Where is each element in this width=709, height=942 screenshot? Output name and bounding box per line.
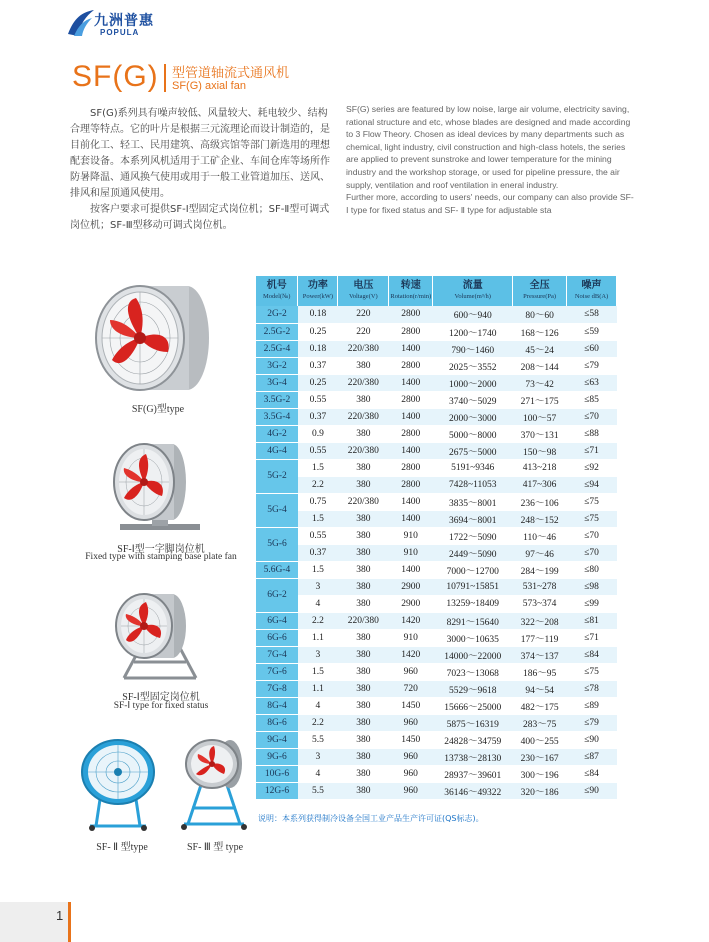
table-cell: 3000～10635 [433, 629, 513, 646]
table-row [256, 527, 617, 544]
column-header-en: Voltage(V) [348, 293, 378, 300]
table-cell: 1722～5090 [433, 527, 513, 544]
model-cell: 4G-2 [256, 425, 298, 442]
table-row [256, 578, 617, 595]
intro-cn-paragraph-1: SF(G)系列具有噪声较低、风量较大、耗电较少、结构合理等特点。它的叶片是根据三元流理论而设计制造的，是目前化工、轻工、民用建筑、高级宾馆等部门新选用的理想配套设备。本系列风机适用于工矿企业、车间仓库等场所作防暑降温、通风换气使用或用于一般工业管道加压、送风、排风和屋顶通风使用。 [70, 108, 330, 199]
intro-text-en [346, 103, 636, 216]
table-cell: 380 [338, 629, 389, 646]
column-header [513, 276, 567, 306]
page-subtitle-en: SF(G) axial fan [172, 80, 246, 92]
table-cell: 0.37 [298, 544, 338, 561]
table-cell: 380 [338, 782, 389, 799]
table-cell: 380 [338, 425, 389, 442]
table-cell: ≤75 [567, 510, 617, 527]
table-cell: 2800 [389, 357, 433, 374]
table-cell: 380 [338, 510, 389, 527]
table-row [256, 459, 617, 476]
table-cell: 1.5 [298, 561, 338, 578]
table-cell: 2800 [389, 306, 433, 323]
table-cell: ≤80 [567, 561, 617, 578]
table-cell: ≤75 [567, 663, 617, 680]
table-cell: 220/380 [338, 442, 389, 459]
table-cell: 300～196 [513, 765, 567, 782]
table-cell: 220/380 [338, 374, 389, 391]
table-cell: 7428~11053 [433, 476, 513, 493]
column-header [567, 276, 617, 306]
table-cell: 380 [338, 731, 389, 748]
table-cell: 220 [338, 306, 389, 323]
table-row [256, 663, 617, 680]
table-row [256, 680, 617, 697]
table-cell: 4 [298, 697, 338, 714]
model-cell: 9G-4 [256, 731, 298, 748]
page-subtitle-cn: 型管道轴流式通风机 [172, 66, 290, 81]
caption-sf3: SF- Ⅲ 型 type [186, 842, 244, 853]
table-row [256, 493, 617, 510]
intro-cn-paragraph-2: 按客户要求可提供SF-Ⅰ型固定式岗位机；SF-Ⅱ型可调式岗位机；SF-Ⅲ型移动可调式岗位机。 [70, 204, 330, 231]
spec-table [256, 276, 617, 800]
table-cell: ≤58 [567, 306, 617, 323]
table-cell: 2.2 [298, 476, 338, 493]
table-cell: 482～175 [513, 697, 567, 714]
table-row [256, 646, 617, 663]
table-cell: ≤63 [567, 374, 617, 391]
table-cell: 220 [338, 323, 389, 340]
table-cell: 720 [389, 680, 433, 697]
table-cell: ≤90 [567, 731, 617, 748]
spec-table-header-row [256, 276, 617, 306]
table-cell: 1420 [389, 646, 433, 663]
column-header-cn: 流量 [462, 280, 483, 291]
table-cell: 168～126 [513, 323, 567, 340]
sfg-duct-fan-image [92, 280, 222, 395]
model-cell: 6G-4 [256, 612, 298, 629]
table-cell: 0.37 [298, 408, 338, 425]
table-row [256, 612, 617, 629]
column-header-en: Volume(m³/h) [454, 293, 491, 300]
table-cell: 0.25 [298, 323, 338, 340]
table-cell: 2.2 [298, 612, 338, 629]
table-cell: 413~218 [513, 459, 567, 476]
table-cell: ≤84 [567, 765, 617, 782]
caption-sf1-baseplate-cn: SF-Ⅰ型一字脚岗位机 [117, 544, 205, 555]
table-cell: 1400 [389, 374, 433, 391]
table-cell: 45～24 [513, 340, 567, 357]
page-number: 1 [56, 908, 64, 923]
brand-name-cn: 九洲普惠 [94, 13, 154, 29]
table-row [256, 323, 617, 340]
table-cell: 380 [338, 561, 389, 578]
model-cell: 4G-4 [256, 442, 298, 459]
table-cell: 2900 [389, 595, 433, 612]
table-cell: 1450 [389, 697, 433, 714]
table-cell: 5.5 [298, 782, 338, 799]
table-cell: 960 [389, 748, 433, 765]
table-cell: 3740～5029 [433, 391, 513, 408]
table-cell: 220/380 [338, 493, 389, 510]
table-cell: ≤79 [567, 357, 617, 374]
table-cell: 910 [389, 629, 433, 646]
table-cell: 320～186 [513, 782, 567, 799]
table-row [256, 629, 617, 646]
table-cell: 380 [338, 765, 389, 782]
model-cell: 8G-4 [256, 697, 298, 714]
table-cell: 3835～8001 [433, 493, 513, 510]
table-cell: 2900 [389, 578, 433, 595]
table-cell: 80～60 [513, 306, 567, 323]
table-cell: 374～137 [513, 646, 567, 663]
table-cell: ≤90 [567, 782, 617, 799]
table-cell: 0.25 [298, 374, 338, 391]
table-cell: 0.75 [298, 493, 338, 510]
table-cell: ≤79 [567, 714, 617, 731]
table-cell: 370～131 [513, 425, 567, 442]
table-cell: 186～95 [513, 663, 567, 680]
table-row [256, 408, 617, 425]
table-cell: 283～75 [513, 714, 567, 731]
table-cell: 73～42 [513, 374, 567, 391]
table-row [256, 782, 617, 799]
sf3-mobile-fan-image [172, 736, 256, 832]
model-cell: 12G-6 [256, 782, 298, 799]
table-cell: 1400 [389, 561, 433, 578]
caption-sf1-fixed-en: SF-Ⅰ type for fixed status [113, 701, 209, 711]
table-cell: 531~278 [513, 578, 567, 595]
table-cell: 13259~18409 [433, 595, 513, 612]
table-row [256, 357, 617, 374]
column-header-en: Rotation(r/min) [390, 293, 432, 300]
caption-sf1-fixed-cn: SF-Ⅰ型固定岗位机 [122, 692, 200, 703]
table-row [256, 306, 617, 323]
column-header-en: Model(№) [262, 293, 291, 300]
table-cell: 220/380 [338, 612, 389, 629]
table-cell: 28937～39601 [433, 765, 513, 782]
column-header-cn: 机号 [266, 280, 287, 291]
table-cell: 110～46 [513, 527, 567, 544]
table-cell: 380 [338, 646, 389, 663]
table-cell: ≤59 [567, 323, 617, 340]
column-header [256, 276, 298, 306]
table-cell: ≤71 [567, 629, 617, 646]
table-cell: 2800 [389, 459, 433, 476]
table-cell: ≤81 [567, 612, 617, 629]
table-cell: 380 [338, 697, 389, 714]
table-cell: 5.5 [298, 731, 338, 748]
table-cell: 0.37 [298, 357, 338, 374]
model-cell: 7G-4 [256, 646, 298, 663]
table-row [256, 340, 617, 357]
table-cell: 380 [338, 578, 389, 595]
table-cell: 1.1 [298, 629, 338, 646]
table-cell: 284～199 [513, 561, 567, 578]
table-cell: 417~306 [513, 476, 567, 493]
table-cell: 2800 [389, 476, 433, 493]
table-cell: 236～106 [513, 493, 567, 510]
table-cell: 0.18 [298, 340, 338, 357]
table-cell: 1.5 [298, 510, 338, 527]
caption-sf2: SF- Ⅱ 型type [96, 842, 148, 853]
table-cell: ≤75 [567, 493, 617, 510]
table-cell: 380 [338, 391, 389, 408]
table-cell: 0.55 [298, 442, 338, 459]
table-row [256, 374, 617, 391]
table-cell: 177～119 [513, 629, 567, 646]
table-cell: 910 [389, 527, 433, 544]
table-cell: 1.1 [298, 680, 338, 697]
table-cell: ≤78 [567, 680, 617, 697]
table-cell: 1400 [389, 510, 433, 527]
intro-text-cn [70, 106, 332, 234]
table-cell: ≤99 [567, 595, 617, 612]
caption-sf1-baseplate-en: Fixed type with stamping base plate fan [85, 552, 237, 562]
column-header [389, 276, 433, 306]
table-cell: 380 [338, 544, 389, 561]
table-cell: 380 [338, 663, 389, 680]
table-cell: 910 [389, 544, 433, 561]
table-cell: 380 [338, 357, 389, 374]
table-cell: ≤84 [567, 646, 617, 663]
model-cell: 10G-6 [256, 765, 298, 782]
table-cell: ≤89 [567, 697, 617, 714]
spec-table-body [256, 306, 617, 799]
logo-mark-icon [66, 8, 96, 38]
table-cell: 8291～15640 [433, 612, 513, 629]
table-cell: 13738～28130 [433, 748, 513, 765]
sf1-baseplate-fan-image [110, 440, 210, 535]
model-cell: 3G-4 [256, 374, 298, 391]
table-cell: ≤71 [567, 442, 617, 459]
model-cell: 5G-2 [256, 459, 298, 493]
column-header-en: Noise dB(A) [574, 293, 609, 300]
table-cell: 1450 [389, 731, 433, 748]
table-cell: 15666～25000 [433, 697, 513, 714]
table-cell: 1400 [389, 340, 433, 357]
table-row [256, 476, 617, 493]
table-cell: 5000～8000 [433, 425, 513, 442]
table-row [256, 595, 617, 612]
table-cell: 0.55 [298, 527, 338, 544]
table-cell: 24828～34759 [433, 731, 513, 748]
table-cell: 7023～13068 [433, 663, 513, 680]
table-cell: 0.18 [298, 306, 338, 323]
table-cell: 150～98 [513, 442, 567, 459]
table-cell: 600～940 [433, 306, 513, 323]
table-cell: ≤70 [567, 544, 617, 561]
table-cell: 36146～49322 [433, 782, 513, 799]
table-cell: 2675～5000 [433, 442, 513, 459]
table-row [256, 391, 617, 408]
table-cell: 3694～8001 [433, 510, 513, 527]
column-header-cn: 全压 [529, 280, 550, 291]
table-cell: 960 [389, 782, 433, 799]
table-row [256, 561, 617, 578]
table-cell: 380 [338, 680, 389, 697]
table-cell: 5529～9618 [433, 680, 513, 697]
table-cell: ≤98 [567, 578, 617, 595]
caption-sfg: SF(G)型type [131, 404, 185, 415]
sf2-adjustable-fan-image [76, 736, 160, 832]
table-row [256, 442, 617, 459]
table-cell: 2449～5090 [433, 544, 513, 561]
table-cell: 400～255 [513, 731, 567, 748]
model-cell: 3G-2 [256, 357, 298, 374]
table-cell: 3 [298, 578, 338, 595]
table-cell: 2025～3552 [433, 357, 513, 374]
table-cell: 2800 [389, 323, 433, 340]
table-row [256, 714, 617, 731]
table-cell: 5191~9346 [433, 459, 513, 476]
table-cell: ≤70 [567, 527, 617, 544]
table-cell: 322～208 [513, 612, 567, 629]
table-row [256, 731, 617, 748]
brand-logo [66, 8, 186, 40]
title-divider [164, 64, 166, 92]
column-header [338, 276, 389, 306]
table-cell: 208～144 [513, 357, 567, 374]
table-cell: 790～1460 [433, 340, 513, 357]
column-header-cn: 噪声 [581, 280, 602, 291]
table-row [256, 697, 617, 714]
table-cell: 380 [338, 476, 389, 493]
model-cell: 5.6G-4 [256, 561, 298, 578]
table-cell: ≤60 [567, 340, 617, 357]
model-cell: 2G-2 [256, 306, 298, 323]
table-cell: 1000～2000 [433, 374, 513, 391]
column-header-cn: 功率 [307, 280, 328, 291]
table-cell: 94～54 [513, 680, 567, 697]
table-cell: ≤87 [567, 748, 617, 765]
column-header-en: Power(kW) [302, 293, 334, 300]
table-cell: 960 [389, 765, 433, 782]
table-cell: ≤88 [567, 425, 617, 442]
table-cell: ≤85 [567, 391, 617, 408]
page-footer-accent [68, 902, 71, 942]
table-cell: 230～167 [513, 748, 567, 765]
table-row [256, 510, 617, 527]
model-cell: 3.5G-4 [256, 408, 298, 425]
table-cell: ≤70 [567, 408, 617, 425]
model-cell: 6G-6 [256, 629, 298, 646]
model-cell: 2.5G-4 [256, 340, 298, 357]
table-cell: 1.5 [298, 459, 338, 476]
model-cell: 3.5G-2 [256, 391, 298, 408]
table-cell: 1400 [389, 408, 433, 425]
table-cell: 220/380 [338, 408, 389, 425]
table-cell: ≤94 [567, 476, 617, 493]
spec-table-header [256, 276, 617, 306]
table-cell: 3 [298, 748, 338, 765]
intro-en-paragraph-2: Further more, according to users' needs, our company can also provide SF- Ⅰ type for fixed status and SF- Ⅱ type for adjustable sta [346, 192, 634, 215]
table-cell: 0.55 [298, 391, 338, 408]
table-cell: 2000～3000 [433, 408, 513, 425]
model-cell: 8G-6 [256, 714, 298, 731]
model-cell: 6G-2 [256, 578, 298, 612]
column-header-en: Pressure(Pa) [523, 293, 557, 300]
column-header [298, 276, 338, 306]
table-cell: 2.2 [298, 714, 338, 731]
table-cell: 97～46 [513, 544, 567, 561]
table-cell: 100～57 [513, 408, 567, 425]
table-cell: 271～175 [513, 391, 567, 408]
model-cell: 9G-6 [256, 748, 298, 765]
table-cell: 0.9 [298, 425, 338, 442]
table-cell: 3 [298, 646, 338, 663]
table-cell: 380 [338, 748, 389, 765]
model-cell: 7G-8 [256, 680, 298, 697]
table-cell: 2800 [389, 391, 433, 408]
column-header-cn: 转速 [400, 280, 421, 291]
table-cell: 1400 [389, 493, 433, 510]
model-cell: 2.5G-2 [256, 323, 298, 340]
intro-en-paragraph-1: SF(G) series are featured by low noise, large air volume, electricity saving, rational structure and etc, whose blades are designed and made according to 3 Flow Theory. Chosen as ideal devices by many departments such as chemical, light industry, civil construction and high-class hotels, the series are applied to prevent sunstroke and lower temperature for the mining industry and the workshop storage, or used for pipeline pressure, the air supply, ventilation and roof ventilation in eneral industry. [346, 104, 631, 190]
table-cell: 380 [338, 714, 389, 731]
table-cell: 5875～16319 [433, 714, 513, 731]
brand-name-en: POPULA [100, 28, 140, 37]
column-header-cn: 电压 [353, 280, 374, 291]
table-cell: 960 [389, 714, 433, 731]
page-title: SF(G) [72, 60, 159, 93]
table-cell: 4 [298, 595, 338, 612]
sf1-fixed-fan-image [110, 588, 210, 683]
table-cell: 248～152 [513, 510, 567, 527]
table-row [256, 748, 617, 765]
table-cell: 14000～22000 [433, 646, 513, 663]
table-cell: 1.5 [298, 663, 338, 680]
column-header [433, 276, 513, 306]
table-cell: 10791~15851 [433, 578, 513, 595]
table-cell: 380 [338, 459, 389, 476]
table-cell: 220/380 [338, 340, 389, 357]
table-cell: 4 [298, 765, 338, 782]
table-cell: 1420 [389, 612, 433, 629]
table-row [256, 425, 617, 442]
table-row [256, 765, 617, 782]
table-cell: 380 [338, 527, 389, 544]
table-cell: 7000～12700 [433, 561, 513, 578]
certification-note: 说明：本系列获得制冷设备全国工业产品生产许可证(QS标志)。 [258, 814, 484, 823]
table-cell: 380 [338, 595, 389, 612]
table-cell: 1400 [389, 442, 433, 459]
model-cell: 7G-6 [256, 663, 298, 680]
table-row [256, 544, 617, 561]
table-cell: 1200～1740 [433, 323, 513, 340]
table-cell: 2800 [389, 425, 433, 442]
model-cell: 5G-6 [256, 527, 298, 561]
table-cell: 960 [389, 663, 433, 680]
table-cell: 573~374 [513, 595, 567, 612]
table-cell: ≤92 [567, 459, 617, 476]
model-cell: 5G-4 [256, 493, 298, 527]
